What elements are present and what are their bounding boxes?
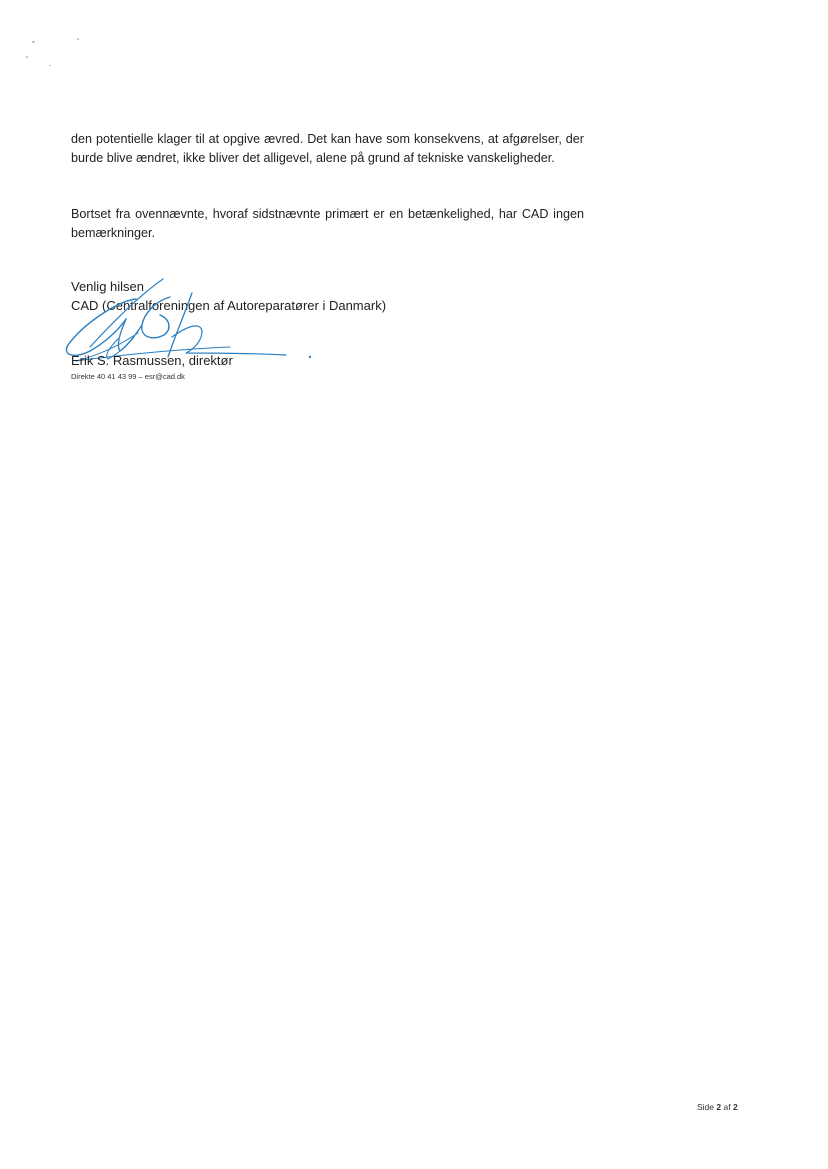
closing-greeting: Venlig hilsen [71,279,144,294]
page-side-label: Side [697,1102,715,1112]
body-paragraph-1: den potentielle klager til at opgive ævred. Det kan have som konsekvens, at afgørelser, der burde blive ændret, ikke bliver det alligevel, alene på grund af tekniske vanskeligheder. [71,132,584,165]
page-total: 2 [732,1102,738,1112]
contact-details: Direkte 40 41 43 99 – esr@cad.dk [71,372,185,381]
body-paragraph-2: Bortset fra ovennævnte, hvoraf sidstnævnte primært er en betænkelighed, har CAD ingen bemærkninger. [71,207,584,240]
scan-speck [77,38,79,40]
organization-name: CAD (Centralforeningen af Autoreparatører i Danmark) [71,298,387,313]
scan-speck [26,56,28,58]
page-number [697,1101,738,1113]
scan-speck [32,41,35,43]
page-of-label: af [723,1102,731,1112]
scan-speck [49,65,51,66]
page-current: 2 [716,1102,722,1112]
signer-name: Erik S. Rasmussen, direktør [71,353,233,368]
